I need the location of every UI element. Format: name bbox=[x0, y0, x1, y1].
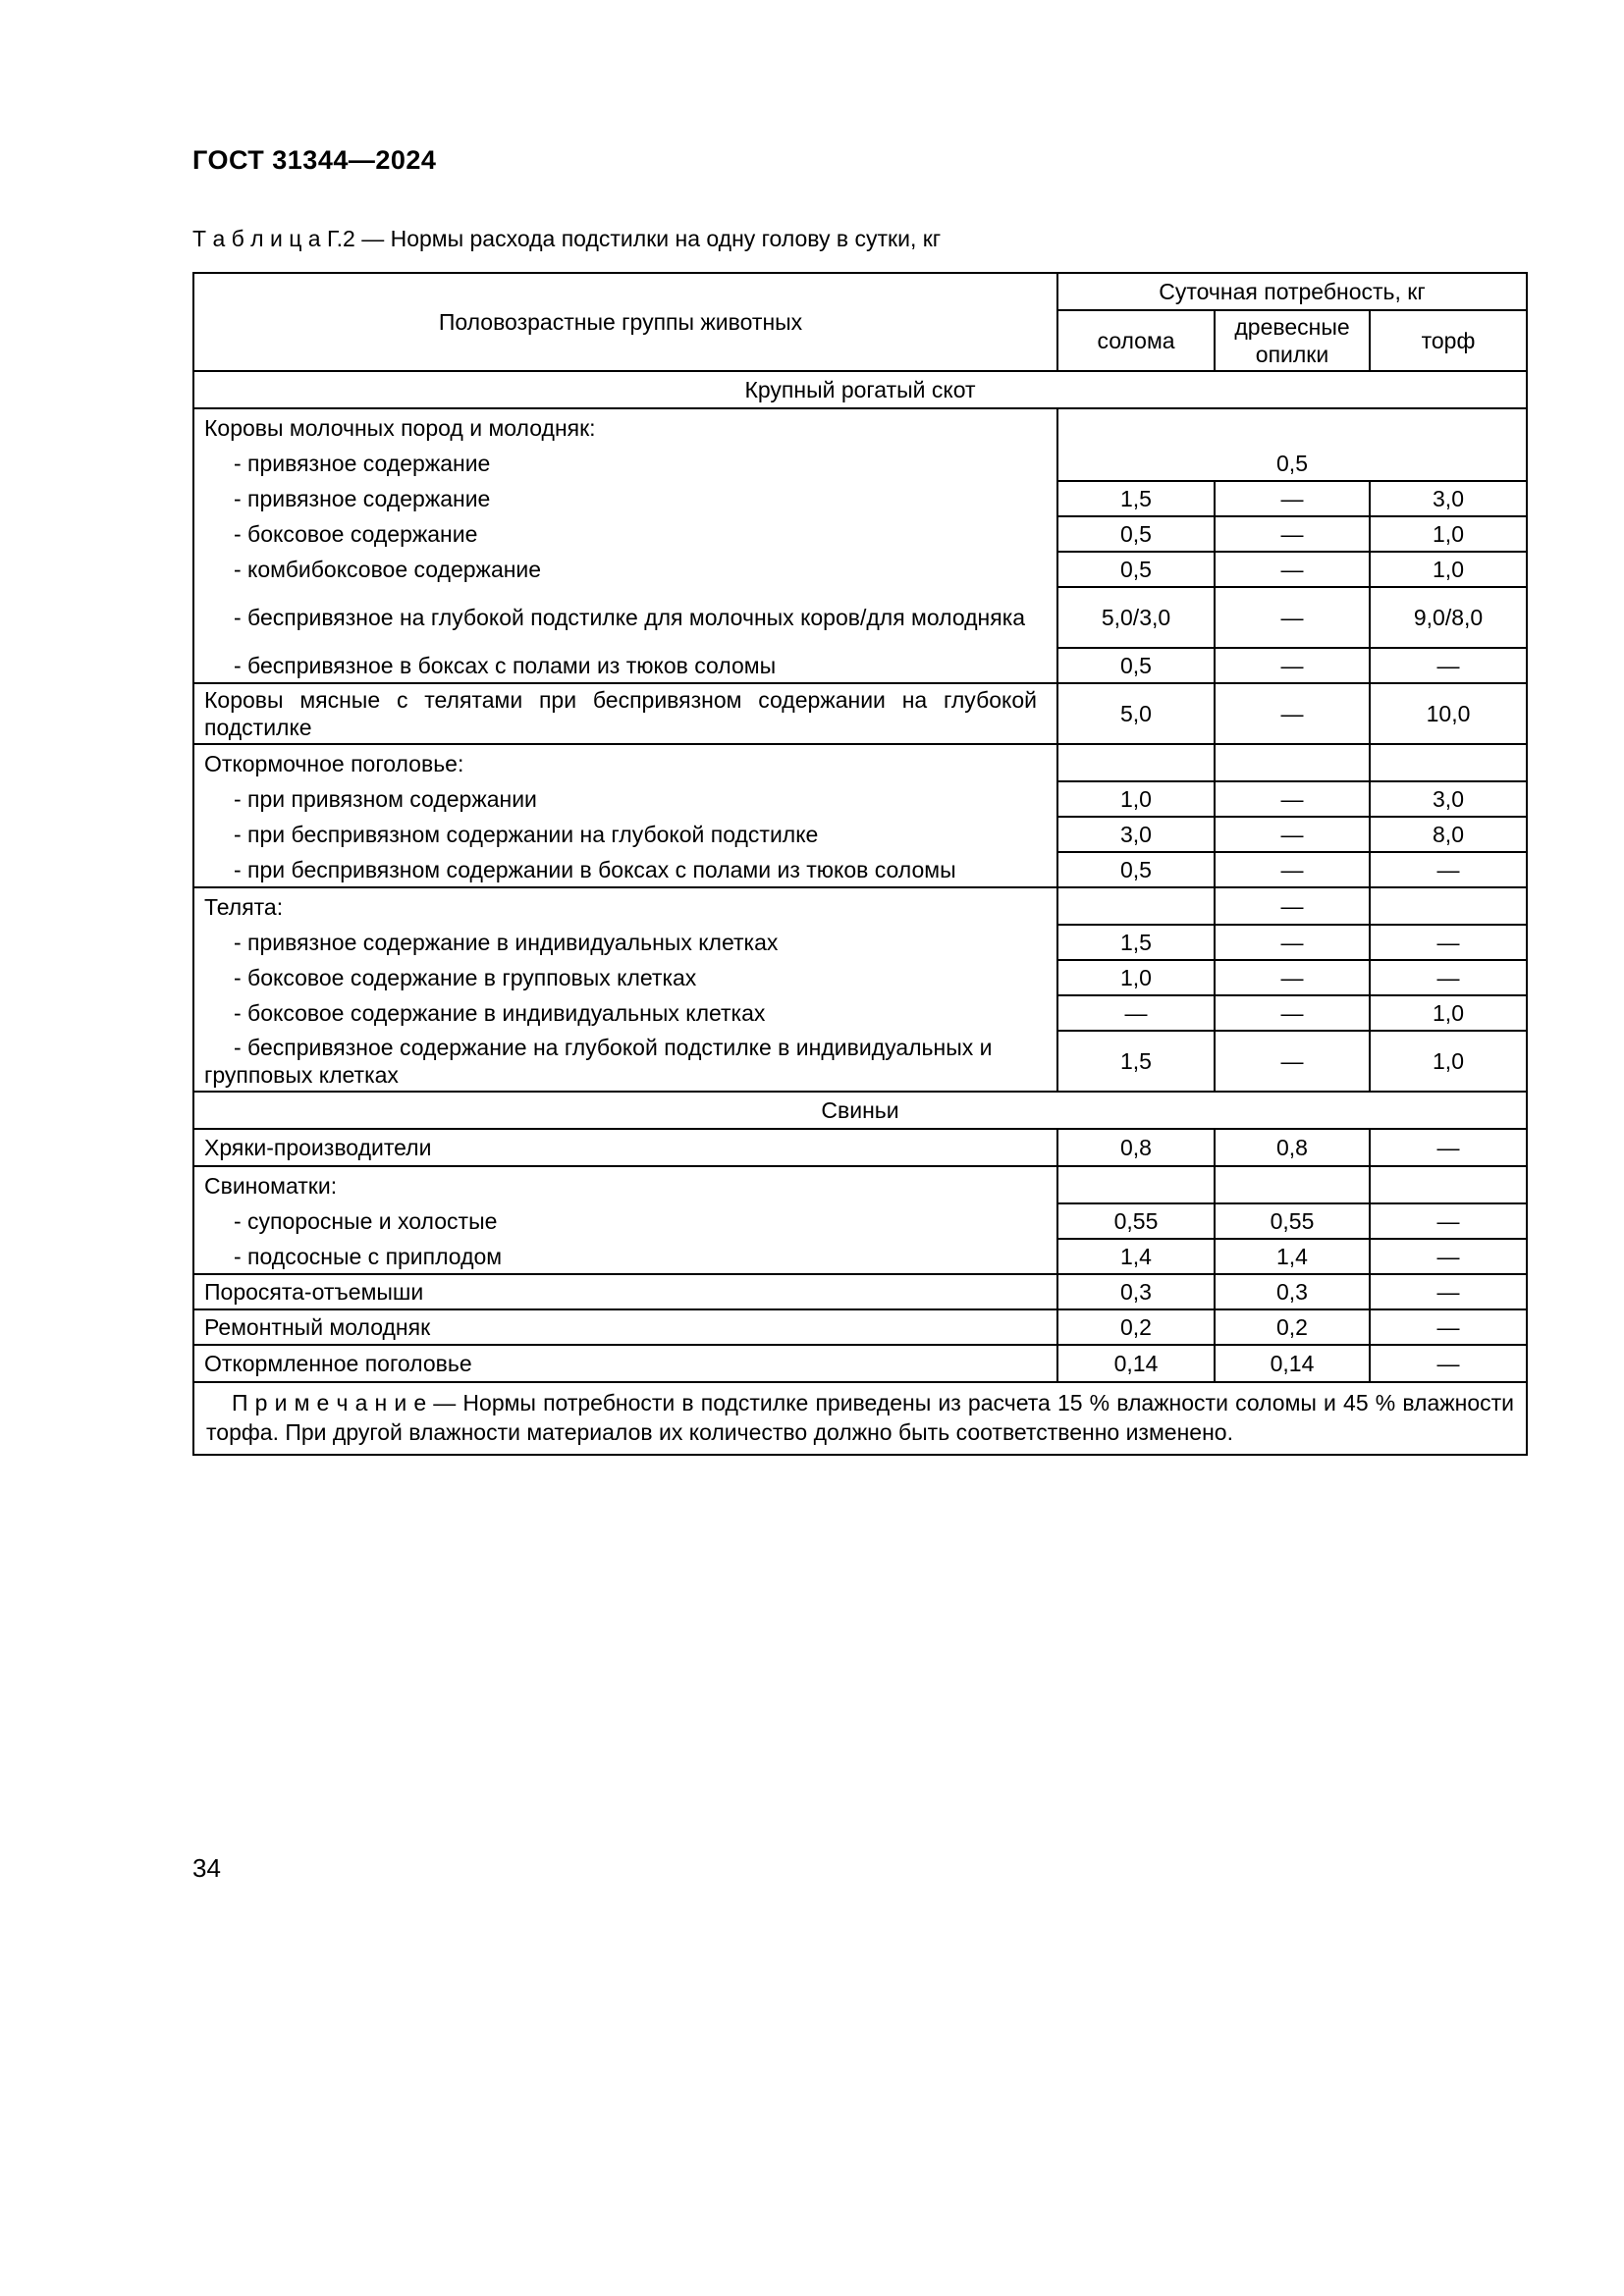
peat-value: 1,0 bbox=[1370, 552, 1527, 587]
column-header-straw: солома bbox=[1057, 310, 1215, 371]
sawdust-value: 0,8 bbox=[1215, 1129, 1370, 1166]
table-row bbox=[193, 648, 1527, 683]
straw-value: 0,5 bbox=[1057, 552, 1215, 587]
row-label: - привязное содержание bbox=[234, 451, 491, 477]
table-row bbox=[193, 408, 1527, 446]
row-label: - боксовое содержание в индивидуальных клетках bbox=[234, 1000, 766, 1027]
sawdust-value: 0,2 bbox=[1215, 1309, 1370, 1345]
peat-value: — bbox=[1370, 925, 1527, 960]
sawdust-value: — bbox=[1215, 516, 1370, 552]
bedding-norms-table bbox=[192, 272, 1528, 1456]
sawdust-value: — bbox=[1215, 481, 1370, 516]
page-number: 34 bbox=[192, 1853, 221, 1883]
straw-value: — bbox=[1057, 995, 1215, 1031]
peat-value: 1,0 bbox=[1370, 995, 1527, 1031]
sawdust-value: — bbox=[1215, 995, 1370, 1031]
sawdust-value: 0,14 bbox=[1215, 1345, 1370, 1382]
row-label: - при привязном содержании bbox=[234, 786, 537, 813]
peat-value bbox=[1370, 887, 1527, 925]
table-row bbox=[193, 1203, 1527, 1239]
row-label: - подсосные с приплодом bbox=[234, 1243, 503, 1269]
row-label: Поросята-отъемыши bbox=[193, 1274, 1057, 1309]
sawdust-value: — bbox=[1215, 960, 1370, 995]
table-row bbox=[193, 1129, 1527, 1166]
straw-value bbox=[1057, 744, 1215, 781]
straw-value: 0,5 bbox=[1057, 852, 1215, 887]
row-label: Ремонтный молодняк bbox=[193, 1309, 1057, 1345]
row-label: - при беспривязном содержании на глубокой подстилке bbox=[234, 822, 819, 848]
straw-value: 0,5 bbox=[1057, 516, 1215, 552]
peat-value: 10,0 bbox=[1370, 683, 1527, 744]
row-label: - беспривязное содержание на глубокой подстилке в индивидуальных и групповых клетках bbox=[204, 1034, 993, 1088]
straw-value: 0,2 bbox=[1057, 1309, 1215, 1345]
straw-value: 0,3 bbox=[1057, 1274, 1215, 1309]
peat-value: — bbox=[1370, 1274, 1527, 1309]
table-note-row bbox=[193, 1382, 1527, 1455]
straw-value: 0,55 bbox=[1057, 1203, 1215, 1239]
peat-value bbox=[1370, 744, 1527, 781]
sawdust-value: — bbox=[1215, 887, 1370, 925]
table-row bbox=[193, 446, 1527, 481]
straw-value: 1,0 bbox=[1057, 781, 1215, 817]
row-label: Свиноматки: bbox=[193, 1166, 1057, 1203]
merged-value bbox=[1057, 408, 1527, 446]
sawdust-value: — bbox=[1215, 683, 1370, 744]
row-label: - привязное содержание bbox=[234, 486, 491, 512]
sawdust-value: — bbox=[1215, 587, 1370, 648]
row-label: Хряки-производители bbox=[193, 1129, 1057, 1166]
row-label: - привязное содержание в индивидуальных клетках bbox=[234, 930, 779, 956]
peat-value: — bbox=[1370, 852, 1527, 887]
row-label: Коровы молочных пород и молодняк: bbox=[193, 408, 1057, 446]
straw-value: 1,5 bbox=[1057, 481, 1215, 516]
section-row-pigs bbox=[193, 1092, 1527, 1129]
table-row bbox=[193, 587, 1527, 648]
sawdust-value bbox=[1215, 1166, 1370, 1203]
peat-value: — bbox=[1370, 1203, 1527, 1239]
table-row bbox=[193, 1166, 1527, 1203]
table-row bbox=[193, 925, 1527, 960]
table-row bbox=[193, 960, 1527, 995]
table-row bbox=[193, 781, 1527, 817]
table-row bbox=[193, 1345, 1527, 1382]
row-label: - боксовое содержание в групповых клетках bbox=[234, 965, 697, 991]
peat-value: 9,0/8,0 bbox=[1370, 587, 1527, 648]
table-row bbox=[193, 1239, 1527, 1274]
table-row bbox=[193, 1031, 1527, 1092]
sawdust-value: — bbox=[1215, 552, 1370, 587]
table-row bbox=[193, 552, 1527, 587]
peat-value: 1,0 bbox=[1370, 1031, 1527, 1092]
row-label: - беспривязное в боксах с полами из тюков соломы bbox=[234, 652, 777, 678]
row-label: - при беспривязном содержании в боксах с полами из тюков соломы bbox=[234, 856, 956, 882]
row-label: Откормочное поголовье: bbox=[193, 744, 1057, 781]
peat-value: — bbox=[1370, 1239, 1527, 1274]
row-label: Телята: bbox=[193, 887, 1057, 925]
row-label: - беспривязное на глубокой подстилке для молочных коров/для молодняка bbox=[234, 605, 1026, 631]
sawdust-value: — bbox=[1215, 925, 1370, 960]
row-label: - комбибоксовое содержание bbox=[234, 557, 542, 583]
table-row bbox=[193, 516, 1527, 552]
straw-value: 0,5 bbox=[1057, 648, 1215, 683]
table-row bbox=[193, 817, 1527, 852]
sawdust-value: — bbox=[1215, 817, 1370, 852]
row-label: Коровы мясные с телятами при беспривязном содержании на глубокой подстилке bbox=[193, 683, 1057, 744]
straw-value: 5,0 bbox=[1057, 683, 1215, 744]
peat-value: — bbox=[1370, 1309, 1527, 1345]
section-row-cattle bbox=[193, 371, 1527, 408]
standard-number: ГОСТ 31344—2024 bbox=[192, 145, 437, 175]
straw-value: 3,0 bbox=[1057, 817, 1215, 852]
straw-value: 1,5 bbox=[1057, 925, 1215, 960]
straw-value: 5,0/3,0 bbox=[1057, 587, 1215, 648]
straw-value: 1,5 bbox=[1057, 1031, 1215, 1092]
row-label: - супоросные и холостые bbox=[234, 1208, 498, 1235]
straw-value bbox=[1057, 1166, 1215, 1203]
sawdust-value: — bbox=[1215, 781, 1370, 817]
sawdust-value: 0,55 bbox=[1215, 1203, 1370, 1239]
table-row bbox=[193, 481, 1527, 516]
sawdust-value: — bbox=[1215, 1031, 1370, 1092]
table-row bbox=[193, 1309, 1527, 1345]
column-header-sawdust: древесные опилки bbox=[1215, 310, 1370, 371]
merged-value: 0,5 bbox=[1057, 446, 1527, 481]
peat-value bbox=[1370, 1166, 1527, 1203]
peat-value: 3,0 bbox=[1370, 481, 1527, 516]
peat-value: — bbox=[1370, 1129, 1527, 1166]
straw-value bbox=[1057, 887, 1215, 925]
table-row bbox=[193, 1274, 1527, 1309]
row-label: Откормленное поголовье bbox=[193, 1345, 1057, 1382]
column-header-peat: торф bbox=[1370, 310, 1527, 371]
column-header-animal-groups: Половозрастные группы животных bbox=[438, 309, 803, 336]
straw-value: 0,14 bbox=[1057, 1345, 1215, 1382]
straw-value: 1,0 bbox=[1057, 960, 1215, 995]
sawdust-value bbox=[1215, 744, 1370, 781]
section-title-cattle: Крупный рогатый скот bbox=[193, 371, 1527, 408]
peat-value: — bbox=[1370, 960, 1527, 995]
table-row bbox=[193, 744, 1527, 781]
table-caption: Т а б л и ц а Г.2 — Нормы расхода подстилки на одну голову в сутки, кг bbox=[192, 226, 942, 251]
peat-value: 8,0 bbox=[1370, 817, 1527, 852]
sawdust-value: 0,3 bbox=[1215, 1274, 1370, 1309]
sawdust-value: — bbox=[1215, 648, 1370, 683]
straw-value: 1,4 bbox=[1057, 1239, 1215, 1274]
table-row bbox=[193, 887, 1527, 925]
peat-value: 3,0 bbox=[1370, 781, 1527, 817]
sawdust-value: 1,4 bbox=[1215, 1239, 1370, 1274]
table-row bbox=[193, 995, 1527, 1031]
peat-value: — bbox=[1370, 1345, 1527, 1382]
table-row bbox=[193, 683, 1527, 744]
table-row bbox=[193, 852, 1527, 887]
column-header-daily-need: Суточная потребность, кг bbox=[1057, 273, 1527, 310]
straw-value: 0,8 bbox=[1057, 1129, 1215, 1166]
sawdust-value: — bbox=[1215, 852, 1370, 887]
table-note: П р и м е ч а н и е — Нормы потребности в подстилке приведены из расчета 15 % влажности соломы и 45 % влажности торфа. При другой влажности материалов их количество должно быть соответственно изменено. bbox=[193, 1382, 1527, 1455]
peat-value: — bbox=[1370, 648, 1527, 683]
section-title-pigs: Свиньи bbox=[193, 1092, 1527, 1129]
table-header-row-1 bbox=[193, 273, 1527, 310]
row-label: - боксовое содержание bbox=[234, 521, 478, 548]
peat-value: 1,0 bbox=[1370, 516, 1527, 552]
